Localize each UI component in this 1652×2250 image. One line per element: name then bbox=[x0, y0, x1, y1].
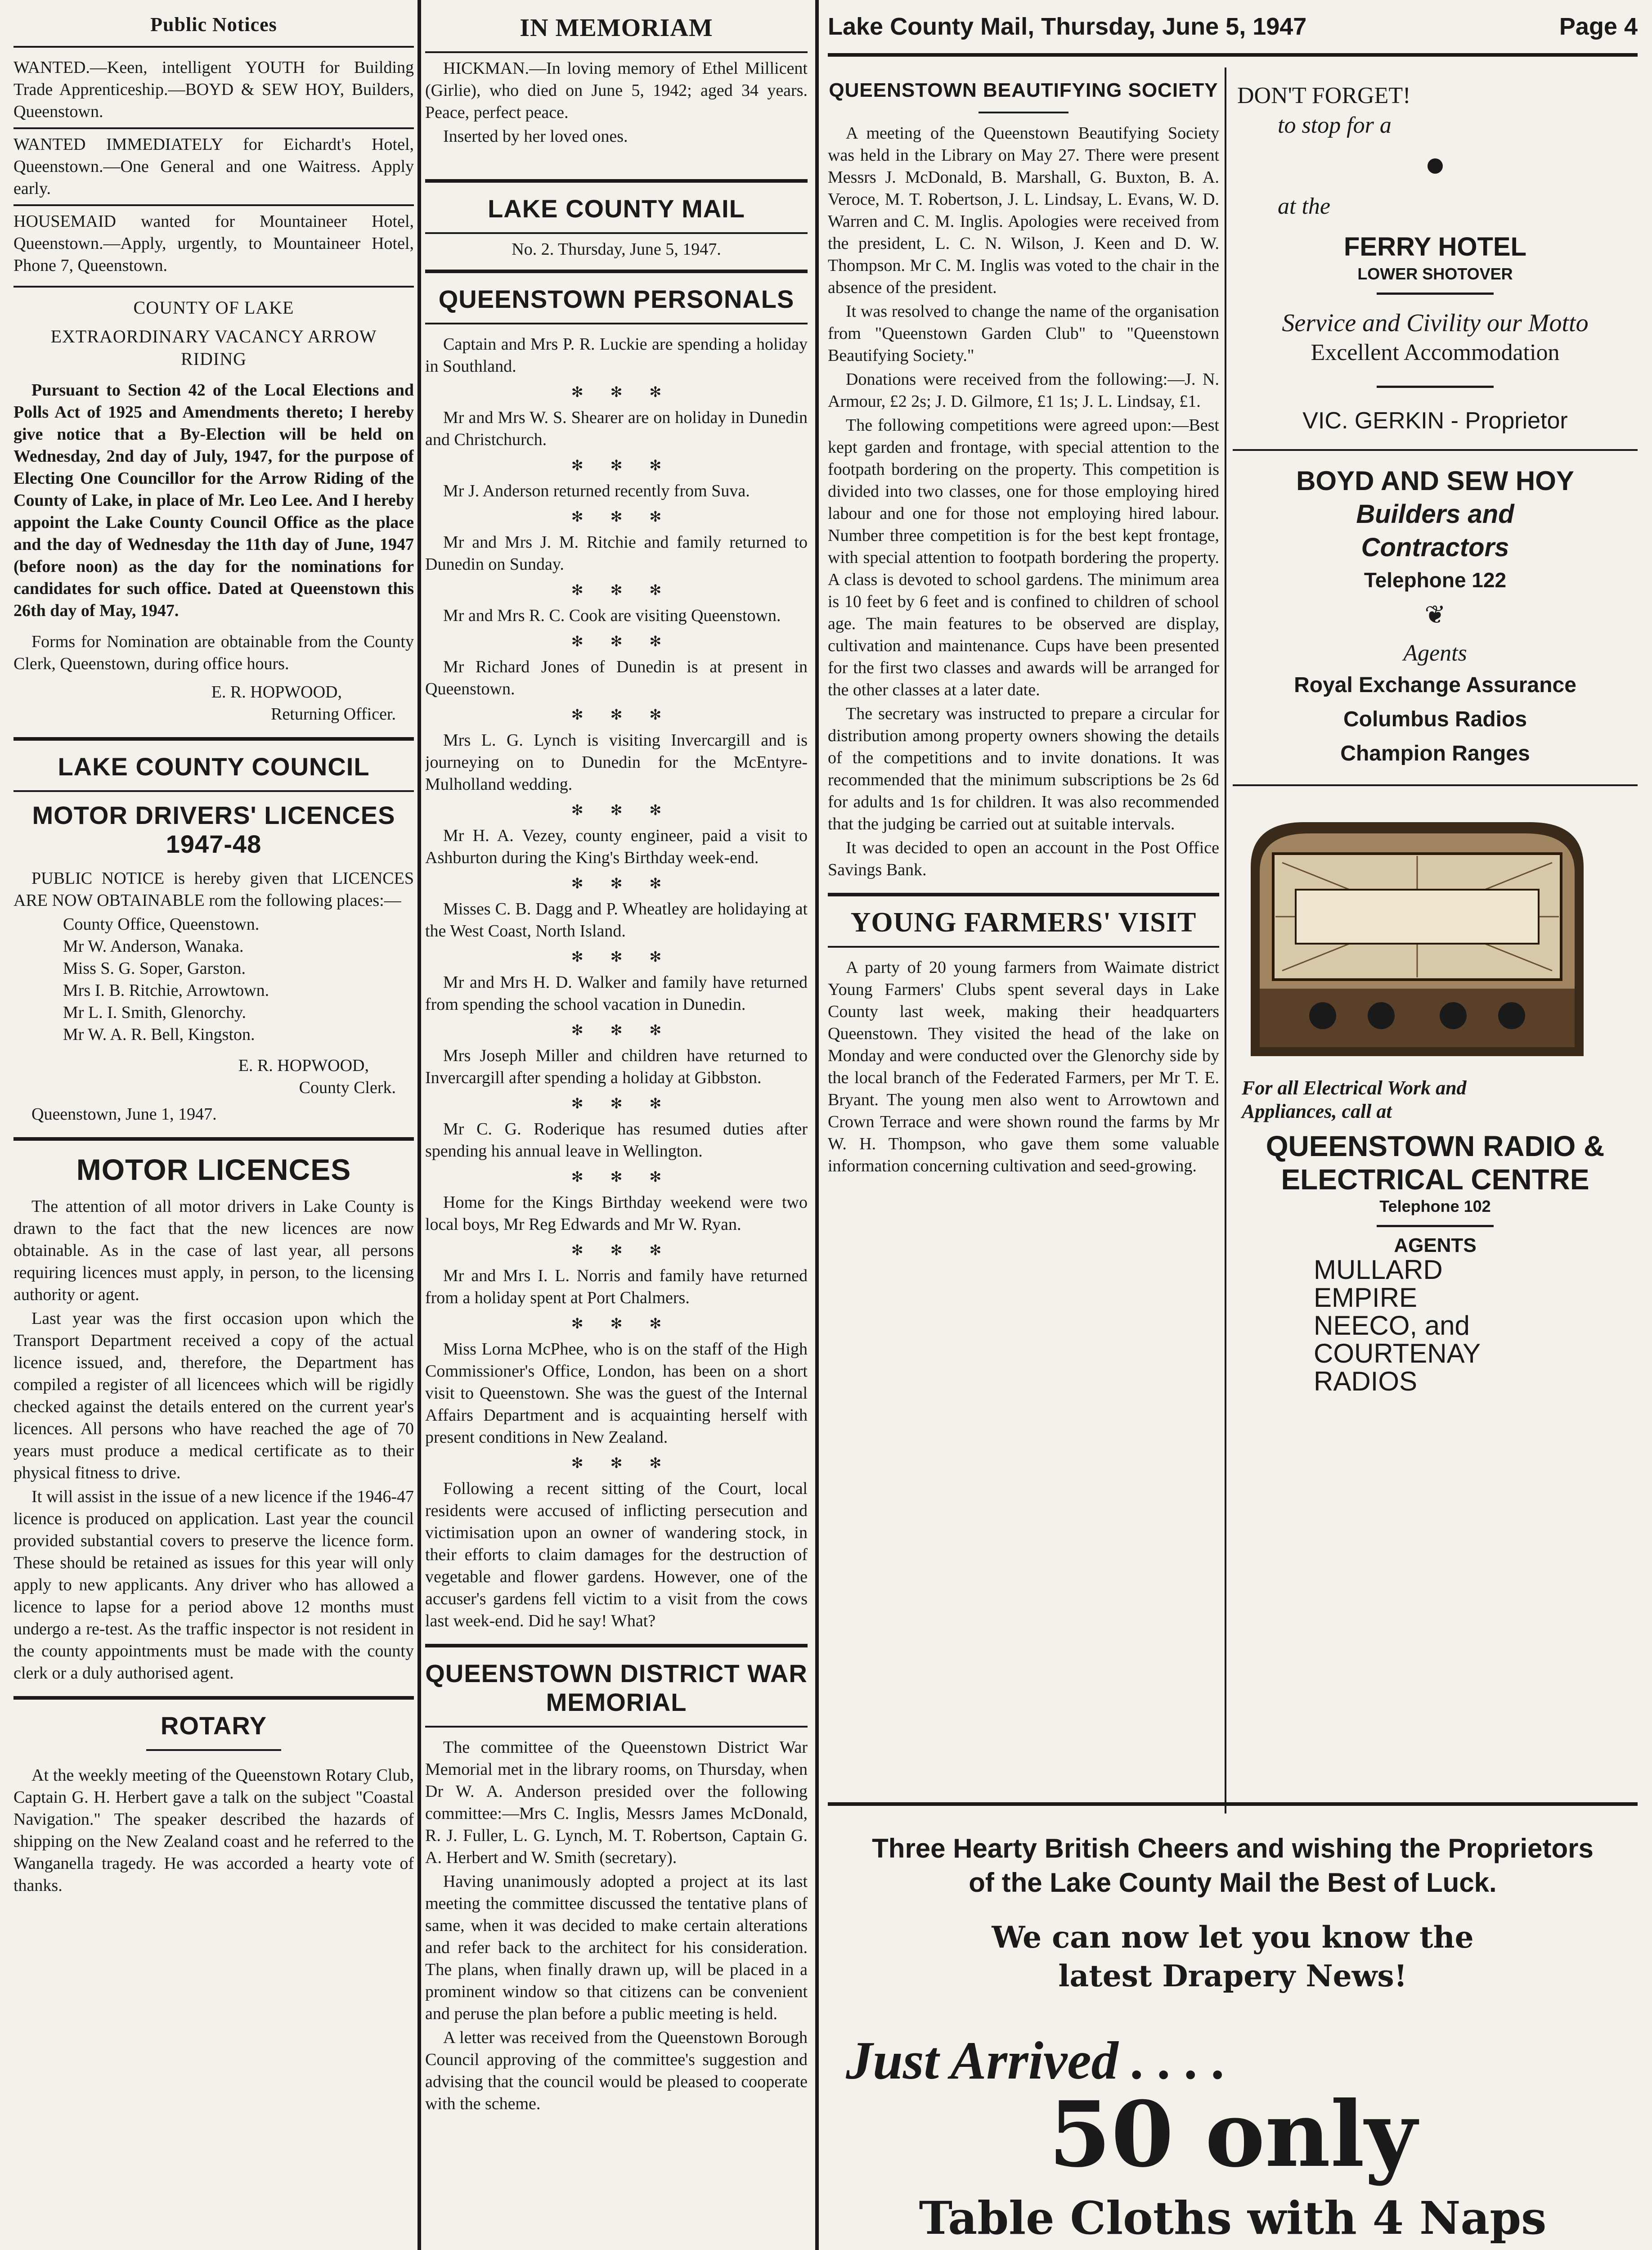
memoriam-inserted: Inserted by her loved ones. bbox=[443, 127, 628, 146]
personal-item: Home for the Kings Birthday weekend were two local boys, Mr Reg Edwards and Mr W. Ryan. bbox=[425, 1193, 808, 1234]
place-item: Mr W. A. R. Bell, Kingston. bbox=[63, 1025, 255, 1044]
section-rule bbox=[828, 1802, 1638, 1806]
radio-brands bbox=[1233, 1256, 1638, 1395]
memoriam-text: HICKMAN.—In loving memory of Ethel Millicent (Girlie), who died on June 5, 1942; aged 34 years. Peace, perfect peace. bbox=[425, 59, 808, 122]
forms-text: Forms for Nomination are obtainable from the County Clerk, Queenstown, during office hours. bbox=[13, 632, 414, 673]
paragraph: The committee of the Queenstown District War Memorial met in the library rooms, on Thursday, when Dr W. A. Anderson presided over the following committee:—Mrs C. Inglis, Messrs James McDonald, R. J. Fuller, L. G. Lynch, M. T. Robertson, Captain G. A. Herbert and W. Smith (secretary). bbox=[425, 1738, 808, 1867]
war-memorial-body bbox=[425, 1737, 808, 2115]
item-description: Table Cloths with 4 Naps bbox=[919, 2192, 1547, 2245]
signer-title: County Clerk. bbox=[299, 1078, 396, 1097]
beautifying-body bbox=[828, 122, 1219, 881]
notice-item: HOUSEMAID wanted for Mountaineer Hotel, Queenstown.—Apply, urgently, to Mountaineer Hotel, Phone 7, Queenstown. bbox=[13, 212, 414, 275]
paragraph: Donations were received from the following:—J. N. Armour, £2 2s; J. D. Gilmore, £1 1s; J. L. Lindsay, £1. bbox=[828, 370, 1219, 411]
separator: ✻✻✻ bbox=[571, 1455, 689, 1471]
ferry-accommodation: Excellent Accommodation bbox=[1311, 340, 1560, 365]
quantity: 50 only bbox=[1048, 2082, 1417, 2187]
personals-list bbox=[425, 333, 808, 1632]
cheers-line-2: of the Lake County Mail the Best of Luck. bbox=[969, 1868, 1497, 1898]
masthead bbox=[828, 13, 1638, 57]
ferry-hotel-name: FERRY HOTEL bbox=[1343, 232, 1527, 261]
council-date: Queenstown, June 1, 1947. bbox=[31, 1105, 217, 1124]
public-notices bbox=[13, 57, 414, 277]
beautifying-heading: QUEENSTOWN BEAUTIFYING SOCIETY bbox=[829, 79, 1218, 101]
ferry-location: LOWER SHOTOVER bbox=[1357, 265, 1513, 283]
issue-line: No. 2. Thursday, June 5, 1947. bbox=[512, 240, 721, 259]
news-line-2: latest Drapery News! bbox=[1058, 1958, 1407, 1994]
paragraph: Last year was the first occasion upon which the Transport Department received a copy of the actual licence issued, and, therefore, the Department has compiled a register of all licencees which will be rigidly checked against the details entered on the current year's licences. All persons who have reached the age of 70 years must produce a medical certificate as to their physical fitness to drive. bbox=[13, 1309, 414, 1482]
personal-item: Mr H. A. Vezey, county engineer, paid a visit to Ashburton during the King's Birthday week-end. bbox=[425, 826, 808, 867]
separator: ✻✻✻ bbox=[571, 706, 689, 723]
motor-licences-body bbox=[13, 1196, 414, 1684]
county-heading: COUNTY OF LAKE bbox=[133, 297, 294, 318]
rotary-body bbox=[13, 1764, 414, 1897]
place-item: Mr W. Anderson, Wanaka. bbox=[63, 937, 244, 956]
separator: ✻✻✻ bbox=[571, 949, 689, 965]
boyd-agents-label: Agents bbox=[1403, 640, 1467, 666]
mail-box-title: LAKE COUNTY MAIL bbox=[488, 194, 745, 223]
rotary-heading: ROTARY bbox=[160, 1711, 267, 1740]
separator: ✻✻✻ bbox=[571, 508, 689, 525]
dot-icon bbox=[1428, 158, 1443, 174]
boyd-agent: Royal Exchange Assurance bbox=[1294, 673, 1576, 697]
personal-item: Captain and Mrs P. R. Luckie are spending a holiday in Southland. bbox=[425, 335, 808, 376]
paragraph: It was decided to open an account in the Post Office Savings Bank. bbox=[828, 838, 1219, 879]
separator: ✻✻✻ bbox=[571, 1169, 689, 1185]
council-signature bbox=[13, 1055, 414, 1099]
county-notice-body bbox=[13, 379, 414, 675]
separator: ✻✻✻ bbox=[571, 633, 689, 649]
radio-name-2: ELECTRICAL CENTRE bbox=[1281, 1163, 1589, 1196]
boyd-line-2: Contractors bbox=[1361, 533, 1509, 562]
signer: E. R. HOPWOOD, bbox=[211, 683, 342, 702]
public-notices-heading: Public Notices bbox=[150, 14, 277, 36]
radio-agents-label: AGENTS bbox=[1394, 1234, 1477, 1256]
war-memorial-heading: QUEENSTOWN DISTRICT WAR MEMORIAL bbox=[425, 1659, 808, 1716]
paragraph: At the weekly meeting of the Queenstown Rotary Club, Captain G. H. Herbert gave a talk on the subject "Coastal Navigation." The speaker described the hazards of shipping on the New Zealand coast and he referred to the Wanganella tragedy. He was accorded a hearty vote of thanks. bbox=[13, 1766, 414, 1895]
column-1 bbox=[13, 0, 414, 1899]
personal-item: Mr and Mrs J. M. Ritchie and family returned to Dunedin on Sunday. bbox=[425, 533, 808, 574]
radio-line-1: For all Electrical Work and bbox=[1242, 1077, 1467, 1099]
personal-item: Mrs Joseph Miller and children have returned to Invercargill after spending a holiday at Gibbston. bbox=[425, 1046, 808, 1087]
council-notice bbox=[13, 868, 414, 1125]
column-rule bbox=[1225, 68, 1226, 1814]
ferry-proprietor: VIC. GERKIN - Proprietor bbox=[1302, 408, 1568, 434]
ornament-icon: ❦ bbox=[1424, 601, 1446, 629]
place-item: Miss S. G. Soper, Garston. bbox=[63, 959, 246, 978]
boyd-agent: Columbus Radios bbox=[1343, 707, 1527, 731]
ferry-hotel-ad bbox=[1233, 68, 1638, 436]
council-heading: LAKE COUNTY COUNCIL bbox=[58, 752, 370, 781]
brand: MULLARD bbox=[1314, 1255, 1443, 1285]
radio-phone: Telephone 102 bbox=[1379, 1197, 1491, 1215]
column-rule bbox=[815, 0, 819, 2250]
personal-item: Misses C. B. Dagg and P. Wheatley are holidaying at the West Coast, North Island. bbox=[425, 900, 808, 940]
signer-title: Returning Officer. bbox=[271, 705, 396, 724]
column-4-ads bbox=[1233, 68, 1638, 1395]
radio-name-1: QUEENSTOWN RADIO & bbox=[1266, 1130, 1605, 1162]
personal-item: Following a recent sitting of the Court, local residents were accused of inflicting persecution and victimisation upon an owner of wandering stock, in their efforts to claim damages for the destruction of vegetable and flower gardens. However, one of the accuser's gardens fell victim to a visit from the cows last week-end. Did he say! What? bbox=[425, 1479, 808, 1630]
paragraph: The secretary was instructed to prepare a circular for distribution among property owners showing the details of the competitions and to invite donations. It was recommended that the minimum subscriptions be 2s 6d for adults and 1s for children. It was also recommended that the judging be carried out at suitable intervals. bbox=[828, 704, 1219, 833]
ferry-line-2: to stop for a bbox=[1278, 112, 1392, 138]
ferry-line-3: at the bbox=[1278, 194, 1330, 219]
boyd-agent: Champion Ranges bbox=[1340, 742, 1530, 765]
radio-illustration bbox=[1233, 813, 1602, 1065]
brand: RADIOS bbox=[1314, 1366, 1418, 1395]
personal-item: Mrs L. G. Lynch is visiting Invercargill and is journeying on to Dunedin for the McEntyre-Mulholland wedding. bbox=[425, 731, 808, 794]
paragraph: A meeting of the Queenstown Beautifying Society was held in the Library on May 27. There were present Messrs J. McDonald, B. Marshall, G. Buxton, B. A. Veroce, M. T. Robertson, J. L. Lindsay, L. Evans, W. D. Warren and C. M. Inglis. Apologies were received from the president, L. C. N. Wilson, J. Keen and D. W. Thompson. Mr C. M. Inglis was voted to the chair in the absence of the president. bbox=[828, 124, 1219, 297]
licences-subheading: MOTOR DRIVERS' LICENCES 1947-48 bbox=[32, 801, 395, 858]
paragraph: The following competitions were agreed upon:—Best kept garden and frontage, with special attention to the footpath bordering on the property. This competition is divided into two classes, one for those employing hired labour and one for those not employing hired labour. Number three competition is for the best kept frontage, with special attention to footpath bordering the property. A class is devoted to school gardens. The minimum area is 10 feet by 6 feet and is confined to children of school age. The main features to be observed are display, cultivation and maintenance. Cups have been presented for the first two classes and awards will be arranged for the other classes at a later date. bbox=[828, 416, 1219, 699]
vacancy-heading: EXTRAORDINARY VACANCY ARROW RIDING bbox=[50, 326, 377, 369]
masthead-title: Lake County Mail, Thursday, June 5, 1947 bbox=[828, 13, 1307, 40]
memoriam-heading: IN MEMORIAM bbox=[520, 14, 713, 42]
paragraph: The attention of all motor drivers in Lake County is drawn to the fact that the new licences are now obtainable. As in the case of last year, all persons requiring licences must apply, in person, to the licensing authority or agent. bbox=[13, 1197, 414, 1304]
young-farmers-heading: YOUNG FARMERS' VISIT bbox=[850, 907, 1197, 938]
paragraph: It was resolved to change the name of the organisation from "Queenstown Garden Club" to "Queenstown Beautifying Society." bbox=[828, 302, 1219, 365]
cheers-line-1: Three Hearty British Cheers and wishing the Proprietors bbox=[872, 1833, 1594, 1863]
motor-licences-heading: MOTOR LICENCES bbox=[76, 1153, 351, 1186]
paragraph: A letter was received from the Queenstown Borough Council approving of the committee's suggestion and advising that the council would be pleased to cooperate with the scheme. bbox=[425, 2028, 808, 2113]
place-item: Mrs I. B. Ritchie, Arrowtown. bbox=[63, 981, 269, 1000]
separator: ✻✻✻ bbox=[571, 802, 689, 818]
county-notice-text: Pursuant to Section 42 of the Local Elections and Polls Act of 1925 and Amendments thereto; I hereby give notice that a By-Election will be held on Wednesday, 2nd day of July, 1947, for the purpose of Electing One Councillor for the Arrow Riding of the County of Lake, in place of Mr. Leo Lee. And I hereby appoint the Lake County Council Office as the place and the day of Wednesday the 11th day of June, 1947 (before noon) as the day for the nominations for candidates for such office. Dated at Queenstown this 26th day of May, 1947. bbox=[13, 381, 414, 620]
personal-item: Mr Richard Jones of Dunedin is at present in Queenstown. bbox=[425, 657, 808, 698]
column-rule bbox=[417, 0, 421, 2250]
brand: EMPIRE bbox=[1314, 1282, 1418, 1313]
place-item: County Office, Queenstown. bbox=[63, 915, 260, 934]
personal-item: Mr and Mrs H. D. Walker and family have returned from spending the school vacation in Dunedin. bbox=[425, 973, 808, 1014]
page-number: Page 4 bbox=[1559, 13, 1638, 40]
brand: NEECO, and bbox=[1314, 1310, 1470, 1341]
council-intro: PUBLIC NOTICE is hereby given that LICENCES ARE NOW OBTAINABLE rom the following places:— bbox=[13, 869, 414, 910]
separator: ✻✻✻ bbox=[571, 1095, 689, 1112]
paragraph: Having unanimously adopted a project at its last meeting the committee discussed the tentative plans of same, when it was decided to make certain alterations and refer back to the architect for his consideration. The plans, when finally drawn up, will be placed in a prominent window so that citizens can be convenient and peruse the plan before a public meeting is held. bbox=[425, 1872, 808, 2023]
radio-line-2: Appliances, call at bbox=[1242, 1100, 1392, 1122]
boyd-line-1: Builders and bbox=[1356, 500, 1514, 529]
personal-item: Miss Lorna McPhee, who is on the staff of the High Commissioner's Office, London, has been on a short visit to Queenstown. She was the guest of the Internal Affairs Department and is acquainting herself with present conditions in New Zealand. bbox=[425, 1340, 808, 1447]
place-item: Mr L. I. Smith, Glenorchy. bbox=[63, 1003, 247, 1022]
ferry-line-1: DON'T FORGET! bbox=[1237, 83, 1411, 108]
news-line-1: We can now let you know the bbox=[992, 1920, 1474, 1955]
separator: ✻✻✻ bbox=[571, 384, 689, 400]
personals-heading: QUEENSTOWN PERSONALS bbox=[438, 285, 795, 313]
column-3 bbox=[828, 68, 1219, 1179]
personal-item: Mr and Mrs W. S. Shearer are on holiday in Dunedin and Christchurch. bbox=[425, 408, 808, 449]
radio-ad bbox=[1233, 800, 1638, 1395]
separator: ✻✻✻ bbox=[571, 1022, 689, 1038]
places-list bbox=[13, 914, 414, 1046]
personal-item: Mr and Mrs R. C. Cook are visiting Queenstown. bbox=[443, 606, 781, 625]
signature bbox=[13, 681, 414, 725]
ferry-motto: Service and Civility our Motto bbox=[1282, 309, 1589, 337]
memoriam-body bbox=[425, 58, 808, 148]
paragraph: A party of 20 young farmers from Waimate district Young Farmers' Clubs spent several days in Lake County last week, making their headquarters Queenstown. They visited the head of the lake on Monday and were conducted over the Glenorchy side by the local branch of the Federated Farmers, per Mr T. E. Bryant. The young men also went to Arrowtown and Crown Terrace and were shown round the farms by Mr W. H. Thompson, who gave them some valuable information concerning cultivation and seed-growing. bbox=[828, 958, 1219, 1175]
notice-item: WANTED IMMEDIATELY for Eichardt's Hotel, Queenstown.—One General and one Waitress. Apply early. bbox=[13, 135, 414, 198]
wheatley-drapery-ad bbox=[828, 1814, 1638, 2250]
signer: E. R. HOPWOOD, bbox=[238, 1056, 369, 1075]
separator: ✻✻✻ bbox=[571, 457, 689, 473]
paragraph: It will assist in the issue of a new licence if the 1946-47 licence is produced on application. Last year the council provided substantial covers to preserve the licence form. These should be retained as issues for this year will only apply to new applicants. Any driver who has allowed a licence to lapse for a period above 12 months must undergo a re-test. As the traffic inspector is not resident in the county appointments must be made with the county clerk or a duly authorised agent. bbox=[13, 1487, 414, 1683]
separator: ✻✻✻ bbox=[571, 875, 689, 891]
column-2 bbox=[425, 0, 808, 2117]
personal-item: Mr J. Anderson returned recently from Suva. bbox=[443, 482, 750, 500]
boyd-ad bbox=[1233, 464, 1638, 771]
separator: ✻✻✻ bbox=[571, 582, 689, 598]
notice-item: WANTED.—Keen, intelligent YOUTH for Building Trade Apprenticeship.—BOYD & SEW HOY, Builders, Queenstown. bbox=[13, 58, 414, 121]
boyd-name: BOYD AND SEW HOY bbox=[1296, 466, 1574, 496]
brand: COURTENAY bbox=[1314, 1338, 1481, 1368]
personal-item: Mr C. G. Roderique has resumed duties after spending his annual leave in Wellington. bbox=[425, 1120, 808, 1161]
personal-item: Mr and Mrs I. L. Norris and family have returned from a holiday spent at Port Chalmers. bbox=[425, 1266, 808, 1307]
separator: ✻✻✻ bbox=[571, 1242, 689, 1258]
boyd-phone: Telephone 122 bbox=[1364, 568, 1507, 592]
separator: ✻✻✻ bbox=[571, 1315, 689, 1332]
just-arrived: Just Arrived . . . . bbox=[846, 2030, 1226, 2090]
young-farmers-body bbox=[828, 957, 1219, 1177]
